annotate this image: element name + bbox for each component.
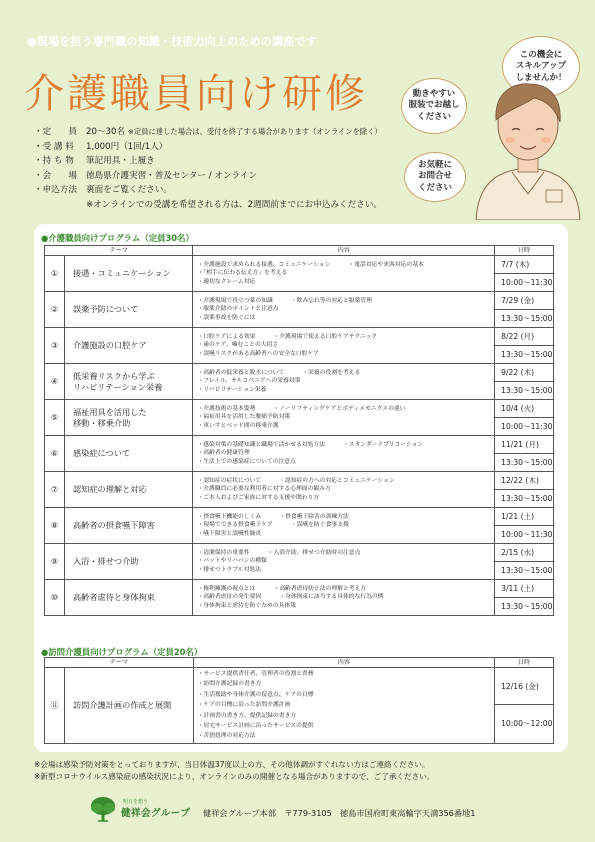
table-row [45,328,554,364]
row-schedule [495,292,554,328]
content-line [197,305,490,314]
apply-label: ・申込方法 [34,185,77,196]
content-line [198,679,490,689]
footer-address: 健祥会グループ本部 〒779-3105 徳島市国府町東高輪字天満356番地1 [203,808,476,818]
header-theme: テーマ [45,246,193,256]
content-line [197,405,490,414]
content-line [197,521,490,530]
row-content [193,256,495,292]
content-item: ・高齢者の低栄養と脱水について [197,369,285,376]
content-line [197,369,490,378]
row-date: 2/15 (水) [495,544,553,562]
row-date: 7/29 (金) [495,292,553,310]
content-item: ・認知症の症状について [197,477,262,484]
row-number: ④ [45,364,65,400]
table-row [45,580,554,616]
logo-slogan: 明日を想う [123,799,149,805]
content-item: ・リハビリテーション栄養 [197,386,267,393]
content-item: ・介護施設で求められる接遇、コミュニケーション [197,261,331,268]
online-note: ※オンラインでの受講を希望される方は、2週間前までにお申込みください。 [86,199,383,210]
content-item: ・飲み忘れ等の対応と服薬管理 [290,297,372,304]
table-row [45,544,554,580]
course-info [34,125,382,213]
group-logo [90,796,200,822]
content-item: ・歯のケア、噛むことの大切さ [197,342,279,349]
row-content [193,668,494,744]
content-line [198,669,490,679]
header-content: 内容 [193,658,494,668]
content-item: ・苦情処理の対応方法 [197,733,256,740]
content-item: ・服薬介助のポイントと注意点 [197,306,279,313]
content-item: ・清潔保持の重要性 [197,549,250,556]
row-content [193,400,495,436]
row-content [193,472,495,508]
row-schedule [495,580,554,616]
row-schedule [495,472,554,508]
note-covid: ※新型コロナウイルス感染症の感染状況により、オンラインのみの開催となる場合がありますので、ご了承ください。 [34,772,435,781]
content-line [197,297,490,306]
content-line [197,341,490,350]
content-line [197,602,490,611]
table-row [45,436,554,472]
venue-value: 徳島県介護実習・普及センター / オンライン [86,170,258,181]
home-care-program-table [44,657,554,744]
row-number: ③ [45,328,65,364]
row-theme: 高齢者の摂食嚥下障害 [64,508,193,544]
content-line [197,494,490,503]
row-number: ⑪ [45,668,65,744]
bubble-text: この機会に スキルアップ しませんか！ [515,50,567,83]
row-number: ⑦ [45,472,65,508]
content-item: ・現場でできる摂食嚥下ケア [197,522,273,529]
content-item: ・スタンダードプリコーション [342,441,424,448]
content-item: ・排せつトラブル対処法 [197,566,261,573]
bubble-text: お気軽に お問合せ ください [417,160,452,193]
content-line [198,721,490,731]
bubble-text: 動きやすい 服装でお越し ください [408,89,460,122]
capacity-note: ※定員に達した場合は、受付を終了する場合があります（オンラインを除く） [127,127,382,136]
row-time: 13:30～15:00 [501,458,553,467]
row-date: 11/21 (月) [495,436,553,454]
row-number: ⑧ [45,508,65,544]
content-item: ・誤薬事故を防ぐには [197,314,256,321]
content-item: ・ご本人およびご家族に対する支援や関わり方 [197,494,320,501]
content-item: ・摂食嚥下機能のしくみ [197,513,262,520]
content-item: ・誤嚥リスクがある高齢者への安全な口腔ケア [197,350,320,357]
content-item: ・身体拘束に該当する具体的な行為の例 [279,594,384,601]
row-theme: 低栄養リスクから学ぶ リハビリテーション栄養 [64,364,193,400]
row-theme: 誤薬予防について [64,292,193,328]
table-row [45,364,554,400]
content-item: ・入浴介助、排せつ介助時の注意点 [267,549,361,556]
content-item: ・摂食嚥下障害の訓練方法 [279,513,349,520]
row-content [193,364,495,400]
logo-name: 健祥会グループ [121,808,191,819]
note-health: ※会場は感染予防対策をとっておりますが、当日体温37度以上の方、その他体調がすぐれない方はご連絡ください。 [34,760,430,769]
content-item: ・高齢者虐待防止法の理解と考え方 [273,585,367,592]
content-item: ・嚥下障害と誤嚥性肺炎 [197,530,262,537]
content-item: ・身体拘束と虐待を防ぐための具体策 [197,602,296,609]
row-time: 10:00～12:00 [501,718,553,728]
fee-value: 1,000円（1回/1人） [86,141,168,152]
content-item: ・栄養の役割を考える [302,369,361,376]
content-line [197,458,490,467]
row-date: 9/22 (木) [495,364,553,382]
capacity-number: 20～30名 [86,127,126,137]
row-number: ② [45,292,65,328]
row-date: 12/16 (金) [495,669,553,705]
row-theme: 福祉用具を活用した 移動・移乗介助 [64,400,193,436]
row-theme: 接遇・コミュニケーション [64,256,193,292]
content-line [197,350,490,359]
items-label: ・持 ち 物 [34,156,74,167]
content-line [197,530,490,539]
row-content [193,544,495,580]
row-schedule [495,668,554,744]
content-line [197,485,490,494]
content-line [197,557,490,566]
fee-label: ・受 講 料 [34,141,74,152]
row-number: ⑩ [45,580,65,616]
care-staff-program-table [44,245,554,616]
content-item: ・介護現場で使える口腔ケアテクニック [273,333,378,340]
row-time: 13:30～15:00 [501,602,553,611]
capacity-value [86,125,382,140]
header-date: 日時 [495,246,554,256]
caregiver-illustration [468,72,588,220]
content-line [197,413,490,422]
tagline: ●現場を担う専門職の知識・技術力向上のための講座です [27,35,317,48]
content-item: ・電話対応や来客対応の基本 [348,261,424,268]
row-number: ⑨ [45,544,65,580]
row-theme: 入浴・排せつ介助 [64,544,193,580]
row-schedule [495,436,554,472]
notes [34,759,434,783]
row-date: 7/7 (木) [495,256,553,274]
table-row [45,508,554,544]
row-date: 12/22 (木) [495,472,553,490]
content-line [197,278,490,287]
content-line [197,449,490,458]
content-item: ・高齢者虐待の発生要因 [197,594,262,601]
row-time: 13:30～15:00 [501,314,553,323]
row-theme: 高齢者虐待と身体拘束 [64,580,193,616]
content-line [197,314,490,323]
content-item: ・車いすとベッド間の移乗介護 [197,422,279,429]
content-line [197,333,490,342]
content-line [197,377,490,386]
row-content [193,508,495,544]
content-item: ・介護職員に必要な利用者に対する心理面の観み方 [197,486,331,493]
content-item: ・「相手に伝わる伝え方」を考える [197,270,288,277]
header-content: 内容 [193,246,495,256]
row-schedule [495,544,554,580]
row-content [193,328,495,364]
content-item: ・サービス提供責任者、管理者の役割と責務 [197,671,314,677]
content-item: ・訪問介護記録の書き方 [197,681,262,688]
row-schedule [495,364,554,400]
speech-bubble-contact [404,152,466,202]
row-time: 13:30～15:00 [501,566,553,575]
row-time: 13:30～15:00 [501,494,553,503]
table-row [45,472,554,508]
content-line [197,269,490,278]
row-number: ⑥ [45,436,65,472]
page-title: 介護職員向け研修 [24,71,368,117]
content-item: ・生活上での感染症についての注意点 [197,458,296,465]
content-line [197,477,490,486]
content-item: ・居宅サービス計画に沿ったサービスの提供 [197,723,314,730]
content-item: ・パットやリハパンの種類 [197,558,267,565]
row-theme: 認知症の理解と対応 [64,472,193,508]
content-item: ・感染対策の基礎知識と職場で活かせる対処方法 [197,441,325,448]
content-item: ・ケアの目標に沿った訪問介護計画 [197,702,291,709]
row-content [193,580,495,616]
content-item: ・介護現場で役立つ薬の知識 [197,297,273,304]
content-line [197,566,490,575]
content-line [197,549,490,558]
items-value: 筆記用具・上履き [86,156,155,167]
row-date: 1/21 (土) [495,508,553,526]
row-theme: 感染症について [64,436,193,472]
content-item: ・ノーリフティングケアとボディメカニクスの違い [273,405,406,412]
row-schedule [495,508,554,544]
row-theme: 介護施設の口腔ケア [64,328,193,364]
section-title-home-care: ●訪問介護員向けプログラム（定員20名） [41,647,203,657]
row-time: 13:30～15:00 [501,350,553,359]
row-number: ⑤ [45,400,65,436]
row-time: 13:30～15:00 [501,386,553,395]
row-date: 10/4 (火) [495,400,553,418]
content-line [197,585,490,594]
content-line [197,422,490,431]
content-line [197,441,490,450]
speech-bubble-clothing [401,78,467,134]
row-time: 10:00～11:30 [501,278,553,287]
content-line [197,261,490,270]
row-content [193,292,495,328]
content-item: ・高齢者の健康管理 [197,450,250,457]
row-schedule [495,256,554,292]
content-line [198,690,490,700]
table-row [45,400,554,436]
header-date: 日時 [495,658,554,668]
content-line [197,386,490,395]
content-line [197,513,490,522]
venue-label: ・会 場 [34,170,77,181]
section-title-care-staff: ●介護職員向けプログラム（定員30名） [41,233,194,243]
row-schedule [495,400,554,436]
row-theme: 訪問介護計画の作成と展開 [64,668,193,744]
content-item: ・適切なクレーム対応 [197,278,256,285]
table-header-row [45,658,554,668]
table-row [45,256,554,292]
apply-value: 裏面をご覧ください。 [86,185,172,196]
content-item: ・誤嚥を防ぐ食事支援 [290,522,349,529]
content-line [198,731,490,741]
table-row [45,668,554,744]
content-item: ・計画書の書き方、提供記録の書き方 [197,712,297,719]
row-number: ① [45,256,65,292]
row-time: 10:00～11:30 [501,530,553,539]
capacity-label: ・定 員 [34,127,77,137]
content-item: ・フレイル、サルコペニアへの栄養対策 [197,378,301,385]
content-item: ・生活援助や身体介護の留意点、ケアの目標 [197,691,314,698]
content-item: ・介護技術の基本姿勢 [197,405,256,412]
row-content [193,436,495,472]
row-date: 8/22 (月) [495,328,553,346]
table-header-row [45,246,554,256]
table-row [45,292,554,328]
content-item: ・口腔ケアによる効果 [197,333,256,340]
header-theme: テーマ [45,658,194,668]
content-line [197,593,490,602]
row-schedule [495,328,554,364]
content-item: ・権利擁護の視点とは [197,585,256,592]
content-item: ・認知症の方への対応とコミュニケーション [279,477,395,484]
content-line [198,711,490,721]
content-item: ・福祉用具を活用した腰痛予防対策 [197,414,291,421]
row-time: 10:00～11:30 [501,422,553,431]
tree-logo-icon [90,796,116,822]
row-date: 3/11 (土) [495,580,553,598]
content-line [198,700,490,710]
